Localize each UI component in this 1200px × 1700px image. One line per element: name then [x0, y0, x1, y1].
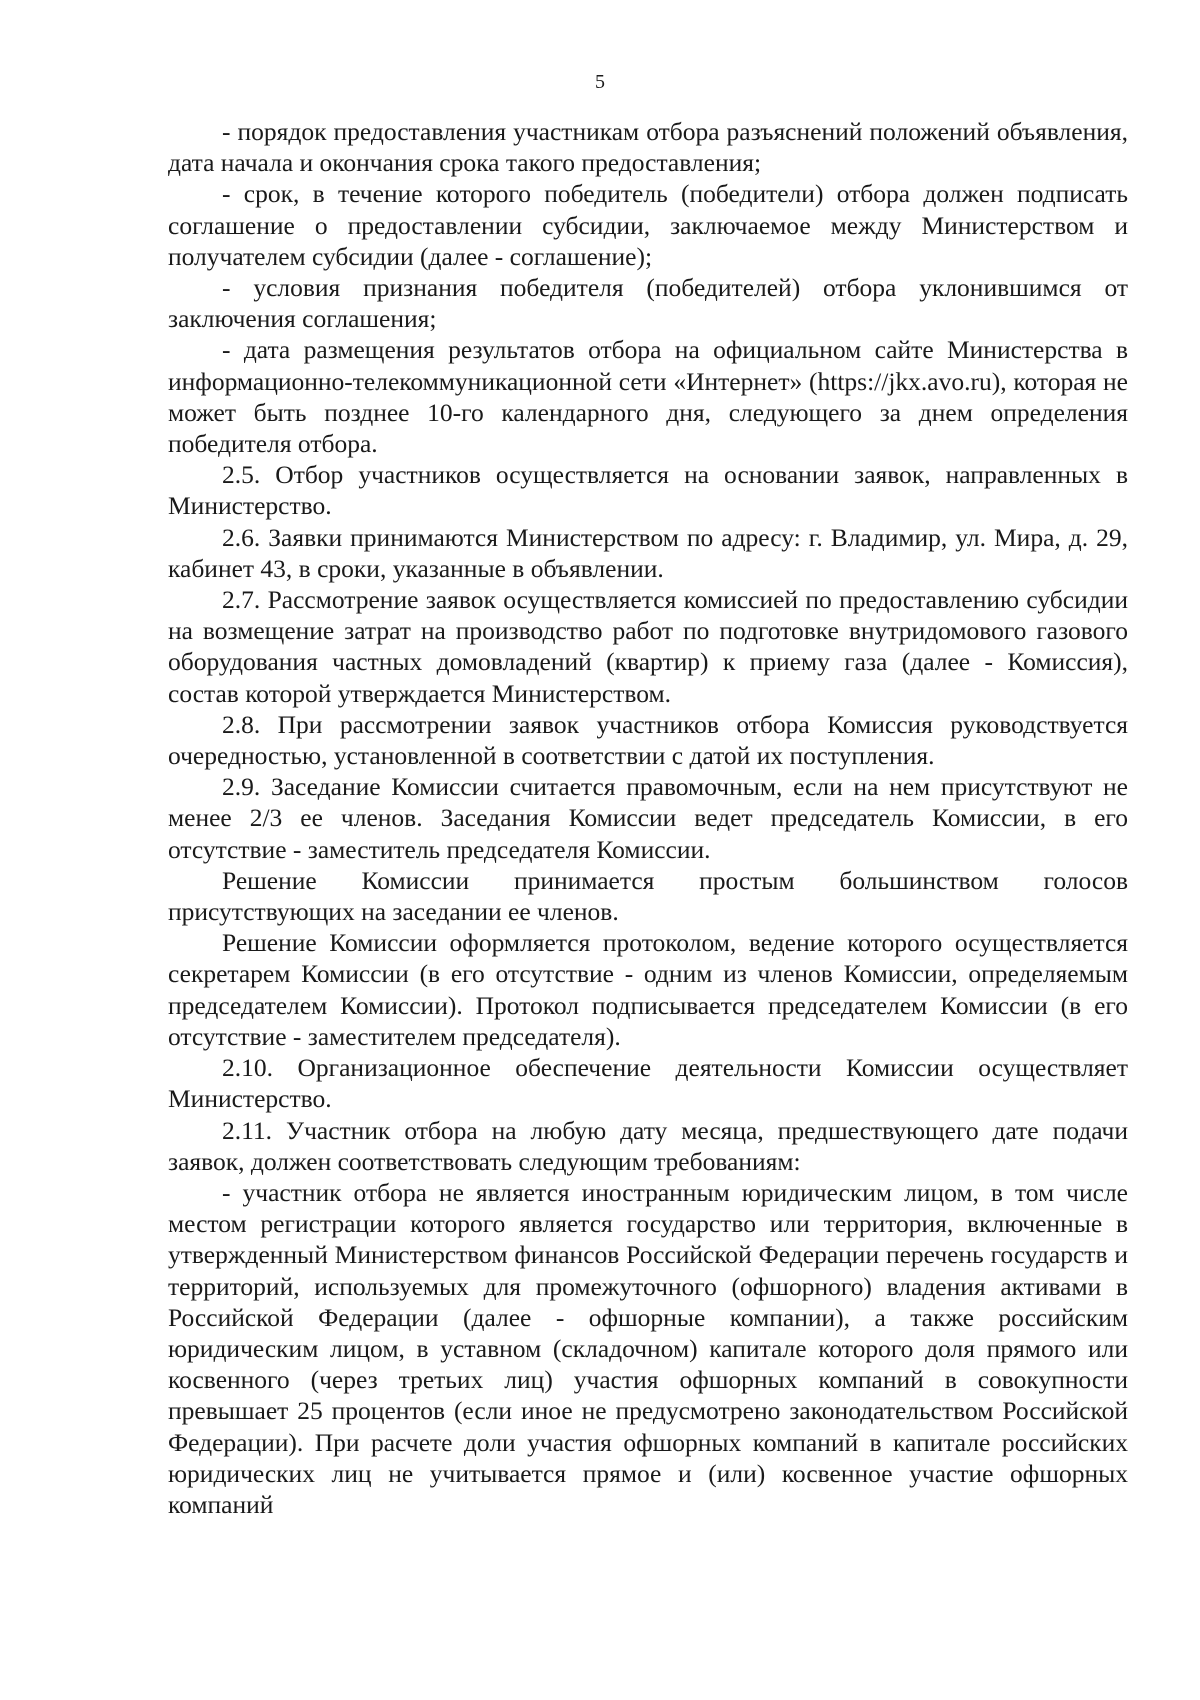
paragraph-offshore-requirement: - участник отбора не является иностранным юридическим лицом, в том числе местом регистрации которого является государство или территория, включенные в утвержденный Министерством финансов Российской Федерации перечень государств и территорий, используемых для промежуточного (офшорного) владения активами в Российской Федерации (далее - офшорные компании), а также российским юридическим лицом, в уставном (складочном) капитале которого доля прямого или косвенного (через третьих лиц) участия офшорных компаний в совокупности превышает 25 процентов (если иное не предусмотрено законодательством Российской Федерации). При расчете доли участия офшорных компаний в капитале российских юридических лиц не учитывается прямое и (или) косвенное участие офшорных компаний [168, 1177, 1128, 1519]
page-number: 5 [595, 71, 605, 93]
paragraph-clause-2-5: 2.5. Отбор участников осуществляется на основании заявок, направленных в Министерство. [168, 460, 1128, 521]
paragraph-evasion-conditions: - условия признания победителя (победителей) отбора уклонившимся от заключения соглашения; [168, 273, 1128, 334]
paragraph-clause-2-6: 2.6. Заявки принимаются Министерством по адресу: г. Владимир, ул. Мира, д. 29, кабинет 43, в сроки, указанные в объявлении. [168, 522, 1128, 583]
paragraph-clause-2-7: 2.7. Рассмотрение заявок осуществляется комиссией по предоставлению субсидии на возмещение затрат на производство работ по подготовке внутридомового газового оборудования частных домовладений (квартир) к приему газа (далее - Комиссия), состав которой утверждается Министерством. [168, 585, 1128, 708]
paragraph-clause-2-9: 2.9. Заседание Комиссии считается правомочным, если на нем присутствуют не менее 2/3 ее членов. Заседания Комиссии ведет председатель Комиссии, в его отсутствие - заместитель председателя Комиссии. [168, 772, 1128, 864]
paragraph-clarification-procedure: - порядок предоставления участникам отбора разъяснений положений объявления, дата начала и окончания срока такого предоставления; [168, 117, 1128, 178]
paragraph-clause-2-8: 2.8. При рассмотрении заявок участников отбора Комиссия руководствуется очередностью, установленной в соответствии с датой их поступления. [168, 709, 1128, 771]
paragraph-agreement-signing-term: - срок, в течение которого победитель (победители) отбора должен подписать соглашение о предоставлении субсидии, заключаемое между Министерством и получателем субсидии (далее - соглашение); [168, 179, 1128, 271]
paragraph-clause-2-11: 2.11. Участник отбора на любую дату месяца, предшествующего дате подачи заявок, должен соответствовать следующим требованиям: [168, 1115, 1128, 1176]
document-body [168, 116, 1128, 1520]
paragraph-results-publication-date: - дата размещения результатов отбора на официальном сайте Министерства в информационно-телекоммуникационной сети «Интернет» (https://jkx.avo.ru), которая не может быть позднее 10-го календарного дня, следующего за днем определения победителя отбора. [168, 335, 1128, 459]
paragraph-decision-protocol: Решение Комиссии оформляется протоколом, ведение которого осуществляется секретарем Комиссии (в его отсутствие - одним из членов Комиссии, определяемым председателем Комиссии). Протокол подписывается председателем Комиссии (в его отсутствие - заместителем председателя). [168, 928, 1128, 1051]
paragraph-clause-2-10: 2.10. Организационное обеспечение деятельности Комиссии осуществляет Министерство. [168, 1053, 1128, 1114]
paragraph-decision-majority: Решение Комиссии принимается простым большинством голосов присутствующих на заседании ее членов. [168, 865, 1128, 927]
